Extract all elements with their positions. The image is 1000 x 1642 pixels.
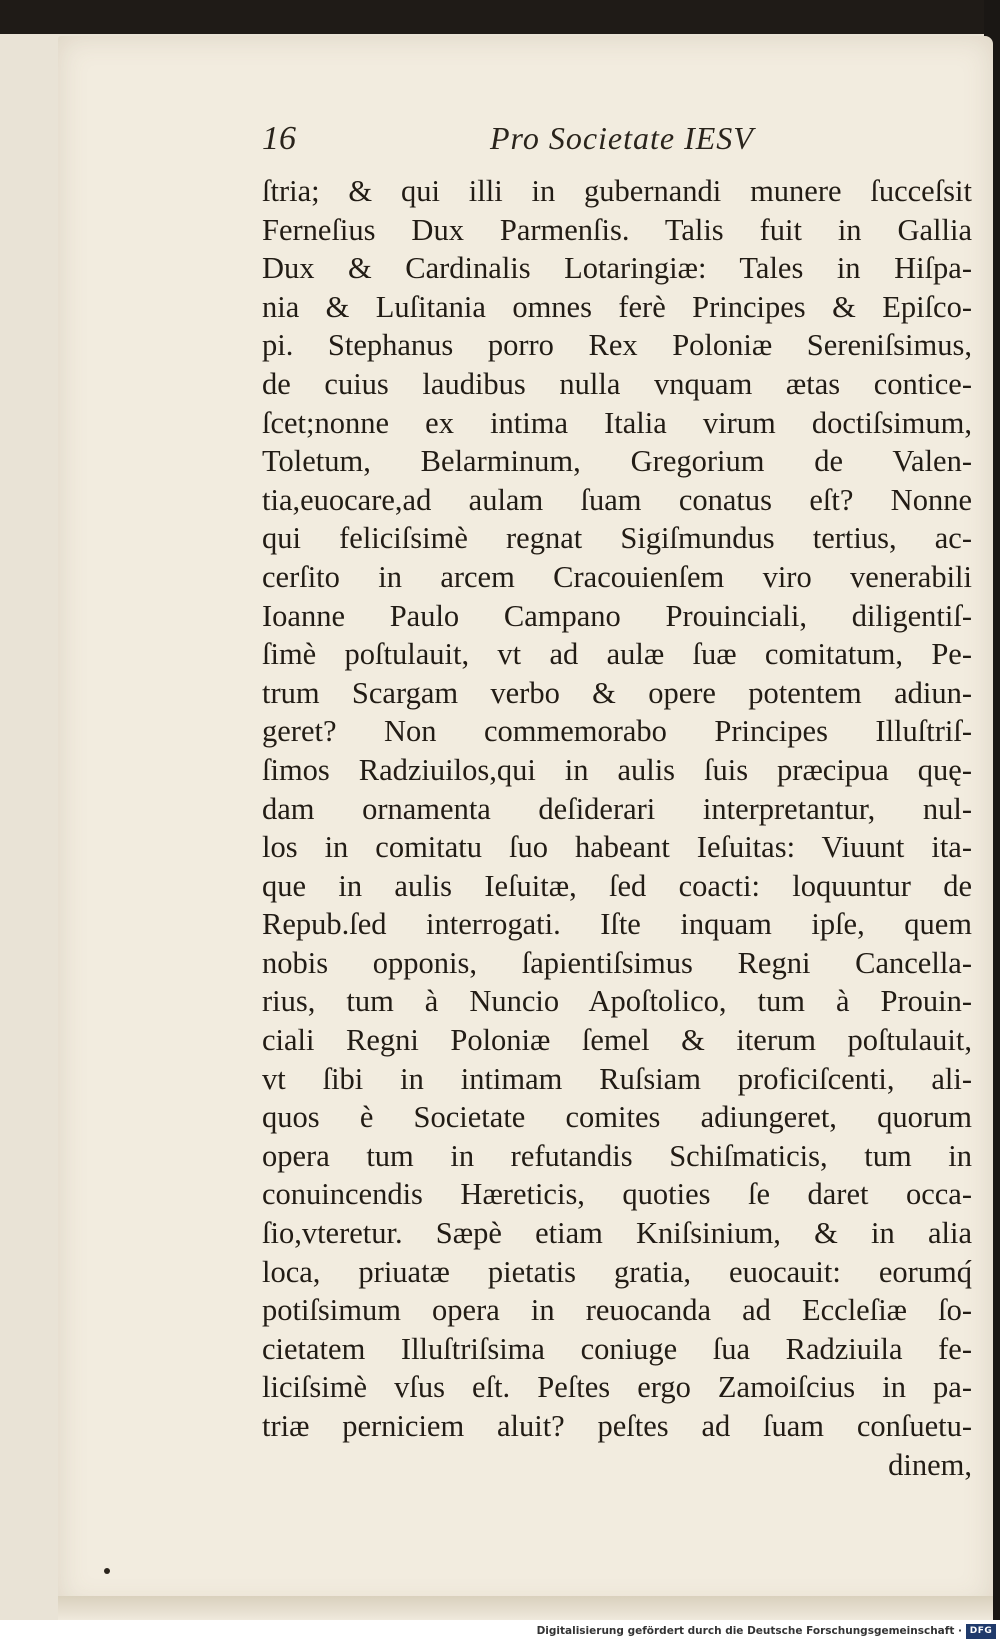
text-line: ciali Regni Poloniæ ſemel & iterum poſtulauit,: [262, 1023, 972, 1058]
text-line: liciſsimè vſus eſt. Peſtes ergo Zamoiſcius in pa-: [262, 1370, 972, 1405]
text-line: Ioanne Paulo Campano Prouinciali, diligentiſ-: [262, 598, 972, 633]
text-line: loca, priuatæ pietatis gratia, euocauit: eorumq́: [262, 1254, 972, 1289]
scan-top-edge: [0, 0, 1000, 34]
text-line: ſio,vteretur. Sæpè etiam Kniſsinium, & in alia: [262, 1216, 972, 1251]
text-line: Dux & Cardinalis Lotaringiæ: Tales in Hiſpa-: [262, 251, 972, 286]
text-line: vt ſibi in intimam Ruſsiam proficiſcenti, ali-: [262, 1061, 972, 1096]
body-text: [262, 172, 972, 1484]
text-line: ſimè poſtulauit, vt ad aulæ ſuæ comitatum, Pe-: [262, 637, 972, 672]
text-line: nobis opponis, ſapientiſsimus Regni Cancella-: [262, 945, 972, 980]
text-line: ſcet;nonne ex intima Italia virum doctiſsimum,: [262, 405, 972, 440]
text-line: quos è Societate comites adiungeret, quorum: [262, 1100, 972, 1135]
funding-credit: Digitalisierung gefördert durch die Deutsche Forschungsgemeinschaft ·: [536, 1625, 962, 1637]
text-line: de cuius laudibus nulla vnquam ætas contice-: [262, 366, 972, 401]
text-line: los in comitatu ſuo habeant Ieſuitas: Viuunt ita-: [262, 830, 972, 865]
text-line: pi. Stephanus porro Rex Poloniæ Sereniſsimus,: [262, 328, 972, 363]
text-line: dam ornamenta deſiderari interpretantur, nul-: [262, 791, 972, 826]
text-line: ſimos Radziuilos,qui in aulis ſuis præcipua quę-: [262, 752, 972, 787]
text-line: conuincendis Hæreticis, quoties ſe daret occa-: [262, 1177, 972, 1212]
text-line: cietatem Illuſtriſsima coniuge ſua Radziuila fe-: [262, 1331, 972, 1366]
ink-speck: [104, 1568, 110, 1574]
text-line: geret? Non commemorabo Principes Illuſtriſ-: [262, 714, 972, 749]
text-line: qui feliciſsimè regnat Sigiſmundus tertius, ac-: [262, 521, 972, 556]
text-line: cerſito in arcem Cracouienſem viro venerabili: [262, 559, 972, 594]
text-line: trum Scargam verbo & opere potentem adiun-: [262, 675, 972, 710]
dfg-logo: DFG: [966, 1624, 996, 1639]
text-line: nia & Luſitania omnes ferè Principes & Epiſco-: [262, 289, 972, 324]
text-line: dinem,: [888, 1447, 972, 1482]
text-line: que in aulis Ieſuitæ, ſed coacti: loquuntur de: [262, 868, 972, 903]
running-head: [262, 120, 762, 164]
text-line: Toletum, Belarminum, Gregorium de Valen-: [262, 444, 972, 479]
text-line: rius, tum à Nuncio Apoſtolico, tum à Prouin-: [262, 984, 972, 1019]
text-line: ſtria; & qui illi in gubernandi munere ſucceſsit: [262, 174, 972, 208]
page-number: 16: [262, 120, 296, 157]
text-line: tia,euocare,ad aulam ſuam conatus eſt? Nonne: [262, 482, 972, 517]
text-line: opera tum in refutandis Schiſmaticis, tum in: [262, 1138, 972, 1173]
page-bottom-shadow: [58, 1596, 993, 1620]
text-line: potiſsimum opera in reuocanda ad Eccleſiæ ſo-: [262, 1293, 972, 1328]
text-line: Repub.ſed interrogati. Iſte inquam ipſe, quem: [262, 907, 972, 942]
running-head-title: Pro Societate IESV: [490, 120, 754, 156]
text-line: Ferneſius Dux Parmenſis. Talis fuit in Gallia: [262, 212, 972, 247]
text-line: triæ perniciem aluit? peſtes ad ſuam conſuetu-: [262, 1409, 972, 1443]
